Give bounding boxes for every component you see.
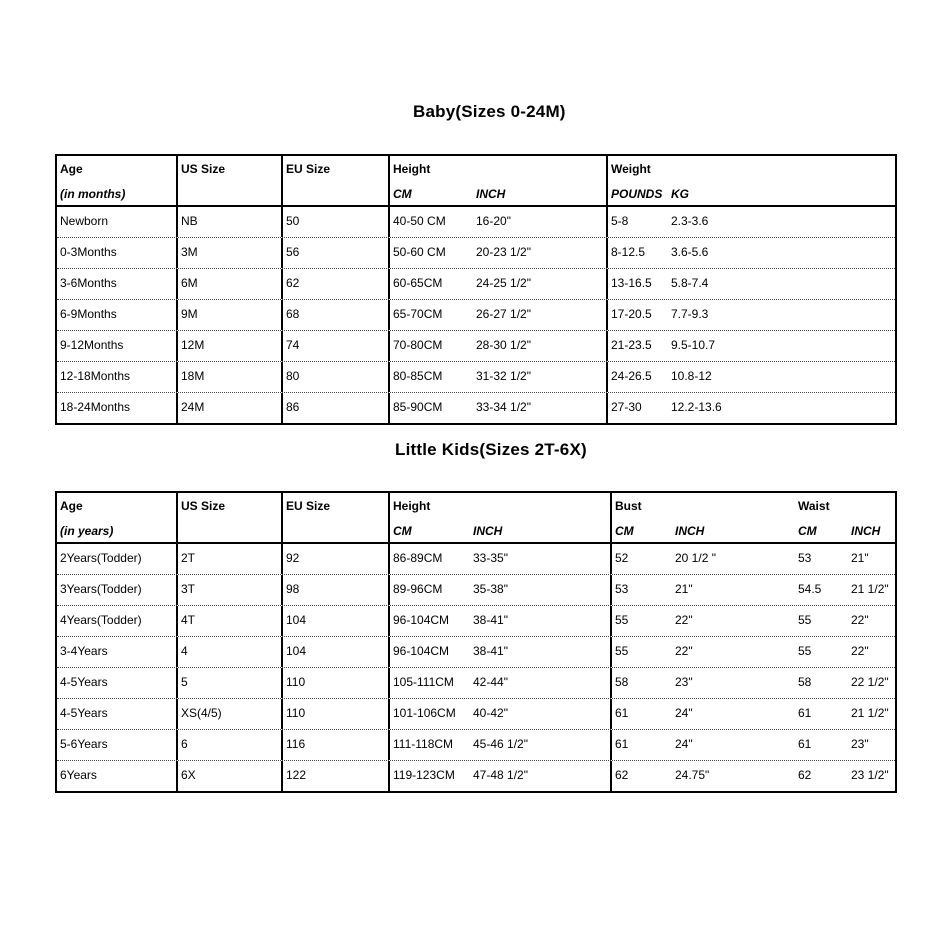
table-cell: 110 [283, 699, 390, 729]
table-cell: 52 [615, 551, 629, 565]
table-cell: 24-26.5 [611, 369, 652, 383]
header-height: Height [390, 156, 608, 182]
table-cell: 18-24Months [57, 393, 178, 423]
table-cell: 13-16.5 [611, 276, 652, 290]
table-row [57, 637, 895, 668]
table-cell: 3T [178, 575, 283, 605]
table-cell: XS(4/5) [178, 699, 283, 729]
table-cell: 62 [798, 768, 812, 782]
header-height-cm: CM [393, 186, 412, 201]
table-cell: 96-104CM [393, 644, 450, 658]
table-cell: 119-123CM [393, 768, 455, 782]
table-row [57, 300, 895, 331]
table-cell: 55 [615, 613, 629, 627]
table-cell: 31-32 1/2" [473, 362, 608, 392]
table-cell: 5 [178, 668, 283, 698]
table-cell: Newborn [57, 207, 178, 237]
table-cell: 122 [283, 761, 390, 791]
baby-table-body [57, 207, 895, 423]
table-cell: 22" [675, 644, 693, 658]
table-cell: 50 [283, 207, 390, 237]
header-weight: Weight [611, 162, 651, 176]
baby-size-table [55, 154, 897, 425]
table-cell: 6-9Months [57, 300, 178, 330]
header-eu-size: EU Size [283, 493, 390, 519]
header-spacer [283, 182, 390, 205]
table-cell: 4 [178, 637, 283, 667]
table-cell: 4Years(Todder) [57, 606, 178, 636]
table-cell: 74 [283, 331, 390, 361]
table-cell: 5.8-7.4 [671, 276, 709, 290]
table-cell: 17-20.5 [611, 307, 652, 321]
table-cell: 18M [178, 362, 283, 392]
little-kids-table-title: Little Kids(Sizes 2T-6X) [395, 440, 587, 459]
header-spacer [178, 519, 283, 542]
table-row [57, 393, 895, 423]
table-cell: 20-23 1/2" [473, 238, 608, 268]
table-cell: 23" [675, 675, 693, 689]
header-height: Height [390, 493, 612, 519]
header-us-size: US Size [178, 493, 283, 519]
table-cell: 22 1/2" [851, 675, 889, 689]
table-cell: 92 [283, 544, 390, 574]
table-cell: 16-20" [473, 207, 608, 237]
table-cell: 6Years [57, 761, 178, 791]
table-cell: 38-41" [470, 606, 612, 636]
header-height-inch: INCH [473, 182, 608, 205]
table-cell: 12M [178, 331, 283, 361]
table-cell: 55 [615, 644, 629, 658]
table-cell: 101-106CM [393, 706, 456, 720]
table-cell: 6M [178, 269, 283, 299]
table-cell: 4-5Years [57, 699, 178, 729]
table-cell: 56 [283, 238, 390, 268]
header-weight-kg: KG [671, 186, 689, 201]
table-cell: 5-8 [611, 214, 629, 228]
table-cell: 33-34 1/2" [473, 393, 608, 423]
table-cell: 60-65CM [393, 276, 443, 290]
table-cell: 65-70CM [393, 307, 443, 321]
table-cell: 24-25 1/2" [473, 269, 608, 299]
table-cell: 70-80CM [393, 338, 443, 352]
table-cell: 21" [675, 582, 693, 596]
table-cell: 23 1/2" [851, 768, 889, 782]
table-cell: 85-90CM [393, 400, 443, 414]
table-cell: 86-89CM [393, 551, 443, 565]
header-bust-inch: INCH [675, 523, 705, 538]
table-cell: 21 1/2" [851, 706, 889, 720]
header-height-inch: INCH [470, 519, 612, 542]
table-row [57, 238, 895, 269]
table-cell: 22" [675, 613, 693, 627]
table-cell: 9.5-10.7 [671, 338, 716, 352]
header-bust: Bust [615, 499, 642, 513]
table-cell: 104 [283, 637, 390, 667]
table-cell: 61 [798, 737, 812, 751]
table-cell: 47-48 1/2" [470, 761, 612, 791]
table-cell: 10.8-12 [671, 369, 712, 383]
table-cell: 22" [851, 644, 869, 658]
header-spacer [178, 182, 283, 205]
header-age-unit: (in months) [57, 182, 178, 205]
table-cell: 53 [798, 551, 812, 565]
header-age: Age [57, 156, 178, 182]
table-cell: 9M [178, 300, 283, 330]
table-row [57, 730, 895, 761]
table-cell: 38-41" [470, 637, 612, 667]
little-kids-size-table [55, 491, 897, 793]
table-row [57, 269, 895, 300]
table-cell: 9-12Months [57, 331, 178, 361]
header-waist: Waist [798, 499, 830, 513]
table-cell: 21-23.5 [611, 338, 652, 352]
header-height-cm: CM [393, 523, 412, 538]
table-cell: 21 1/2" [851, 582, 889, 596]
table-cell: 104 [283, 606, 390, 636]
table-cell: 3.6-5.6 [671, 245, 709, 259]
table-row [57, 362, 895, 393]
table-cell: 3M [178, 238, 283, 268]
baby-table-header [57, 156, 895, 207]
table-cell: 2T [178, 544, 283, 574]
table-cell: 5-6Years [57, 730, 178, 760]
table-cell: 68 [283, 300, 390, 330]
table-cell: 35-38" [470, 575, 612, 605]
table-row [57, 575, 895, 606]
table-cell: 24M [178, 393, 283, 423]
table-row [57, 606, 895, 637]
table-cell: 42-44" [470, 668, 612, 698]
header-waist-inch: INCH [851, 523, 881, 538]
table-cell: 116 [283, 730, 390, 760]
table-cell: 24" [675, 737, 693, 751]
table-cell: 22" [851, 613, 869, 627]
table-cell: 40-50 CM [393, 214, 446, 228]
table-cell: 27-30 [611, 400, 642, 414]
table-cell: 3Years(Todder) [57, 575, 178, 605]
table-cell: 40-42" [470, 699, 612, 729]
header-weight-pounds: POUNDS [611, 186, 663, 201]
header-bust-cm: CM [615, 523, 634, 538]
table-cell: 3-4Years [57, 637, 178, 667]
table-cell: 62 [615, 768, 629, 782]
table-cell: 20 1/2 " [675, 551, 716, 565]
table-row [57, 699, 895, 730]
table-cell: 61 [615, 706, 629, 720]
table-row [57, 761, 895, 791]
table-row [57, 544, 895, 575]
table-cell: NB [178, 207, 283, 237]
header-spacer [283, 519, 390, 542]
table-cell: 45-46 1/2" [470, 730, 612, 760]
table-cell: 61 [798, 706, 812, 720]
table-cell: 98 [283, 575, 390, 605]
table-cell: 2.3-3.6 [671, 214, 709, 228]
table-cell: 96-104CM [393, 613, 450, 627]
header-us-size: US Size [178, 156, 283, 182]
table-cell: 110 [283, 668, 390, 698]
little-kids-table-body [57, 544, 895, 791]
table-cell: 12-18Months [57, 362, 178, 392]
table-cell: 50-60 CM [393, 245, 446, 259]
table-cell: 62 [283, 269, 390, 299]
table-cell: 89-96CM [393, 582, 443, 596]
table-cell: 33-35" [470, 544, 612, 574]
table-cell: 58 [615, 675, 629, 689]
table-cell: 6 [178, 730, 283, 760]
table-cell: 55 [798, 613, 812, 627]
header-age-unit: (in years) [57, 519, 178, 542]
table-cell: 53 [615, 582, 629, 596]
table-cell: 111-118CM [393, 737, 454, 751]
table-cell: 24" [675, 706, 693, 720]
little-kids-table-header [57, 493, 895, 544]
table-row [57, 331, 895, 362]
table-cell: 23" [851, 737, 869, 751]
header-age: Age [57, 493, 178, 519]
table-cell: 86 [283, 393, 390, 423]
table-cell: 54.5 [798, 582, 822, 596]
table-cell: 2Years(Todder) [57, 544, 178, 574]
table-cell: 3-6Months [57, 269, 178, 299]
table-cell: 7.7-9.3 [671, 307, 709, 321]
table-row [57, 207, 895, 238]
table-cell: 6X [178, 761, 283, 791]
baby-table-title: Baby(Sizes 0-24M) [413, 102, 566, 121]
table-cell: 24.75" [675, 768, 710, 782]
table-cell: 26-27 1/2" [473, 300, 608, 330]
table-cell: 80 [283, 362, 390, 392]
table-cell: 58 [798, 675, 812, 689]
table-cell: 28-30 1/2" [473, 331, 608, 361]
header-waist-cm: CM [798, 523, 817, 538]
table-cell: 8-12.5 [611, 245, 646, 259]
table-cell: 80-85CM [393, 369, 443, 383]
table-cell: 21" [851, 551, 869, 565]
table-cell: 12.2-13.6 [671, 400, 722, 414]
table-cell: 105-111CM [393, 675, 454, 689]
table-row [57, 668, 895, 699]
header-eu-size: EU Size [283, 156, 390, 182]
table-cell: 4T [178, 606, 283, 636]
table-cell: 55 [798, 644, 812, 658]
table-cell: 0-3Months [57, 238, 178, 268]
table-cell: 4-5Years [57, 668, 178, 698]
table-cell: 61 [615, 737, 629, 751]
